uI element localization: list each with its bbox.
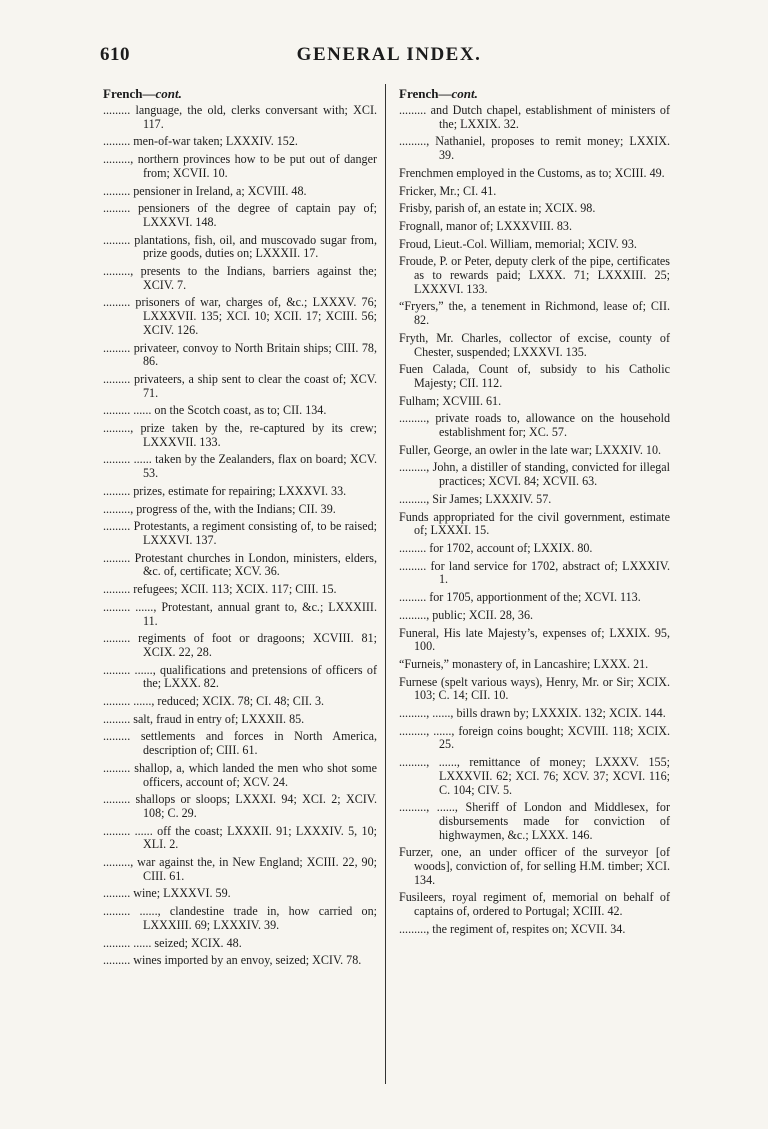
index-entry: “Furneis,” monastery of, in Lancashire; LXXX. 21. — [399, 656, 649, 671]
index-entry: ......... ......, reduced; XCIX. 78; CI. 48; CII. 3. — [103, 694, 325, 709]
index-entry: Fuen Calada, Count of, subsidy to his Catholic Majesty; CII. 112. — [399, 362, 670, 390]
running-title: GENERAL INDEX. — [296, 44, 482, 65]
index-entry: ......... plantations, fish, oil, and muscovado sugar from, prize goods, duties on; LXXXII. 17. — [103, 232, 377, 261]
right-column — [399, 86, 670, 941]
index-entry: ........., ......, foreign coins bought; XCVIII. 118; XCIX. 25. — [399, 723, 670, 752]
left-column — [103, 86, 377, 972]
index-entry: ......... ......, clandestine trade in, how carried on; LXXXIII. 69; LXXXIV. 39. — [103, 904, 377, 932]
index-entry: ......... settlements and forces in North America, description of; CIII. 61. — [103, 729, 377, 758]
index-entry: ......... Protestant churches in London, ministers, elders, &c. of, certificate; XCV. 36. — [103, 550, 377, 579]
index-entry: ......... men-of-war taken; LXXXIV. 152. — [103, 134, 298, 149]
index-entry: Froud, Lieut.-Col. William, memorial; XCIV. 93. — [399, 236, 637, 251]
index-entry: ........., Nathaniel, proposes to remit money; LXXIX. 39. — [399, 134, 670, 163]
index-entry: ......... ...... off the coast; LXXXII. 91; LXXXIV. 5, 10; XLI. 2. — [103, 823, 377, 852]
index-entry: Funds appropriated for the civil government, estimate of; LXXXI. 15. — [399, 509, 670, 538]
index-entry: ......... pensioners of the degree of captain pay of; LXXXVI. 148. — [103, 201, 377, 229]
index-entry: ......... privateer, convoy to North Britain ships; CIII. 78, 86. — [103, 340, 377, 369]
index-entry: ......... shallop, a, which landed the men who shot some officers, account of; XCV. 24. — [103, 760, 377, 789]
index-entry: ......... for 1705, apportionment of the; XCVI. 113. — [399, 590, 641, 605]
index-entry: Funeral, His late Majesty’s, expenses of; LXXIX. 95, 100. — [399, 625, 670, 654]
index-entry: Frognall, manor of; LXXXVIII. 83. — [399, 218, 572, 233]
index-entry: ......... privateers, a ship sent to clear the coast of; XCV. 71. — [103, 371, 377, 400]
index-entry: ......... ......, Protestant, annual grant to, &c.; LXXXIII. 11. — [103, 599, 377, 628]
index-entry: ......... for land service for 1702, abstract of; LXXXIV. 1. — [399, 558, 670, 587]
index-entry: ........., progress of the, with the Indians; CII. 39. — [103, 501, 336, 516]
index-entry: ......... prisoners of war, charges of, &c.; LXXXV. 76; LXXXVII. 135; XCI. 10; XCII. 17; XCIII. 56; XCIV. 126. — [103, 295, 377, 337]
index-entry: ......... wine; LXXXVI. 59. — [103, 886, 231, 901]
index-entry: Fricker, Mr.; CI. 41. — [399, 183, 497, 198]
index-entry: ........., Sir James; LXXXIV. 57. — [399, 491, 552, 506]
index-entry: ......... ......, qualifications and pretensions of officers of the; LXXX. 82. — [103, 662, 377, 691]
index-entry: ......... pensioner in Ireland, a; XCVIII. 48. — [103, 183, 307, 198]
index-entry: Furzer, one, an under officer of the surveyor [of woods], conviction of, for selling H.M. timber; XCI. 134. — [399, 845, 670, 887]
index-entry: Frisby, parish of, an estate in; XCIX. 98. — [399, 201, 596, 216]
index-entry: ......... ...... on the Scotch coast, as to; CII. 134. — [103, 403, 327, 418]
index-entry: ........., ......, Sheriff of London and Middlesex, for disbursements made for conviction of highwaymen, &c.; LXXX. 146. — [399, 800, 670, 842]
index-entry: ........., private roads to, allowance on the household establishment for; XC. 57. — [399, 411, 670, 440]
index-entry: ........., presents to the Indians, barriers against the; XCIV. 7. — [103, 264, 377, 292]
index-entry: Fulham; XCVIII. 61. — [399, 393, 502, 408]
index-entry: ......... shallops or sloops; LXXXI. 94; XCI. 2; XCIV. 108; C. 29. — [103, 792, 377, 820]
index-entry: ........., public; XCII. 28, 36. — [399, 607, 534, 622]
index-entry: ......... ...... taken by the Zealanders, flax on board; XCV. 53. — [103, 452, 377, 481]
column-heading-left: French—cont. — [103, 86, 182, 101]
index-entry: ........., northern provinces how to be put out of danger from; XCVII. 10. — [103, 152, 377, 180]
index-entry: “Fryers,” the, a tenement in Richmond, lease of; CII. 82. — [399, 299, 670, 328]
index-entry: ......... salt, fraud in entry of; LXXXII. 85. — [103, 711, 305, 726]
index-entry: ......... language, the old, clerks conversant with; XCI. 117. — [103, 103, 377, 131]
index-entry: ......... refugees; XCII. 113; XCIX. 117; CIII. 15. — [103, 582, 337, 597]
index-entry: ......... wines imported by an envoy, seized; XCIV. 78. — [103, 953, 362, 968]
index-entry: Frenchmen employed in the Customs, as to; XCIII. 49. — [399, 165, 665, 180]
column-heading-right: French—cont. — [399, 86, 478, 101]
index-entry: Fusileers, royal regiment of, memorial on behalf of captains of, ordered to Portugal; XCIII. 42. — [399, 890, 670, 919]
index-entry: ........., ......, bills drawn by; LXXXIX. 132; XCIX. 144. — [399, 706, 666, 721]
index-entry: ........., the regiment of, respites on; XCVII. 34. — [399, 921, 626, 936]
page-number: 610 — [100, 44, 130, 65]
column-divider — [385, 84, 386, 1084]
index-entry: ......... for 1702, account of; LXXIX. 80. — [399, 540, 593, 555]
index-entry: ........., war against the, in New England; XCIII. 22, 90; CIII. 61. — [103, 855, 377, 883]
index-entry: Furnese (spelt various ways), Henry, Mr. or Sir; XCIX. 103; C. 14; CII. 10. — [399, 674, 670, 703]
index-entry: Fryth, Mr. Charles, collector of excise, county of Chester, suspended; LXXXVI. 135. — [399, 330, 670, 359]
index-entry: Froude, P. or Peter, deputy clerk of the pipe, certificates as to rewards paid; LXXX. 71; LXXXIII. 25; LXXXVI. 133. — [399, 254, 670, 296]
index-entry: ......... Protestants, a regiment consisting of, to be raised; LXXXVI. 137. — [103, 519, 377, 547]
index-entry: ........., prize taken by the, re-captured by its crew; LXXXVII. 133. — [103, 421, 377, 449]
index-entry: ........., ......, remittance of money; LXXXV. 155; LXXXVII. 62; XCI. 76; XCV. 37; XCVI. 116; C. 104; CIV. 5. — [399, 755, 670, 797]
page-header — [100, 44, 678, 72]
index-entry: ........., John, a distiller of standing, convicted for illegal practices; XCVI. 84; XCVII. 63. — [399, 460, 670, 489]
index-entry: ......... ...... seized; XCIX. 48. — [103, 935, 242, 950]
index-entry: ......... prizes, estimate for repairing; LXXXVI. 33. — [103, 483, 347, 498]
index-entry: Fuller, George, an owler in the late war; LXXXIV. 10. — [399, 442, 662, 457]
index-entry: ......... and Dutch chapel, establishment of ministers of the; LXXIX. 32. — [399, 103, 670, 131]
index-entry: ......... regiments of foot or dragoons; XCVIII. 81; XCIX. 22, 28. — [103, 631, 377, 659]
